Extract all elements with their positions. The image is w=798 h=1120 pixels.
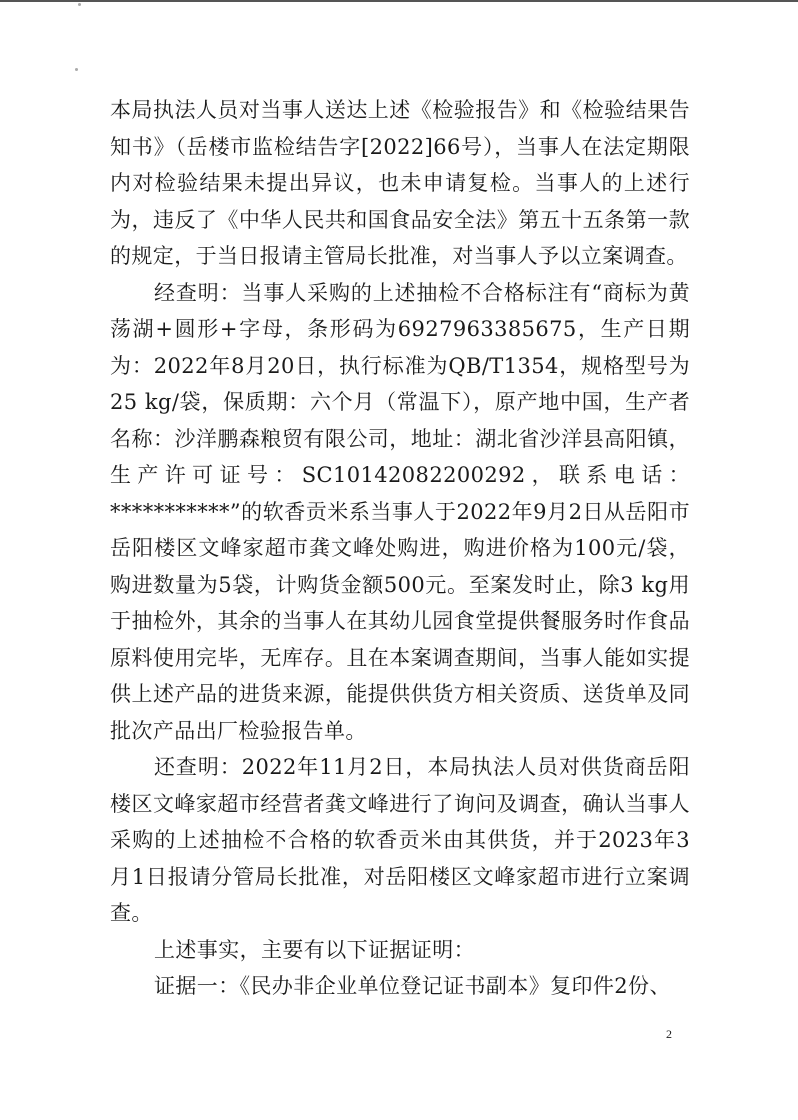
paragraph-findings: 经查明：当事人采购的上述抽检不合格标注有“商标为黄荡湖+圆形+字母，条形码为6927963385675，生产日期为：2022年8月20日，执行标准为QB/T1354，规格型号为25 kg/袋，保质期：六个月（常温下），原产地中国，生产者名称：沙洋鹏森粮贸有限公司，地址：湖北省沙洋县高阳镇，生产许可证号：SC10142082200292，联系电话：***********”的软香贡米系当事人于2022年9月2日从岳阳市岳阳楼区文峰家超市龚文峰处购进，购进价格为100元/袋，购进数量为5袋，计购货金额500元。至案发时止，除3 kg用于抽检外，其余的当事人在其幼儿园食堂提供餐服务时作食品原料使用完毕，无库存。且在本案调查期间，当事人能如实提供上述产品的进货来源，能提供供货方相关资质、送货单及同批次产品出厂检验报告单。 — [110, 280, 690, 743]
page-number: 2 — [666, 1027, 672, 1041]
page-top-edge-line — [0, 0, 798, 2]
paragraph-delivery-notice: 本局执法人员对当事人送达上述《检验报告》和《检验结果告知书》（岳楼市监检结告字[2022]66号），当事人在法定期限内对检验结果未提出异议，也未申请复检。当事人的上述行为，违反了《中华人民共和国食品安全法》第五十五条第一款的规定，于当日报请主管局长批准，对当事人予以立案调查。 — [110, 98, 690, 268]
document-body — [110, 92, 690, 1005]
paragraph-evidence-intro: 上述事实，主要有以下证据证明： — [154, 937, 475, 962]
scan-speck — [75, 68, 78, 71]
scan-speck — [78, 3, 81, 6]
paragraph-evidence-one: 证据一：《民办非企业单位登记证书副本》复印件2份、 — [154, 974, 671, 998]
paragraph-further-findings: 还查明：2022年11月2日，本局执法人员对供货商岳阳楼区文峰家超市经营者龚文峰进行了询问及调查，确认当事人采购的上述抽检不合格的软香贡米由其供货，并于2023年3月1日报请分管局长批准，对岳阳楼区文峰家超市进行立案调查。 — [110, 755, 690, 925]
